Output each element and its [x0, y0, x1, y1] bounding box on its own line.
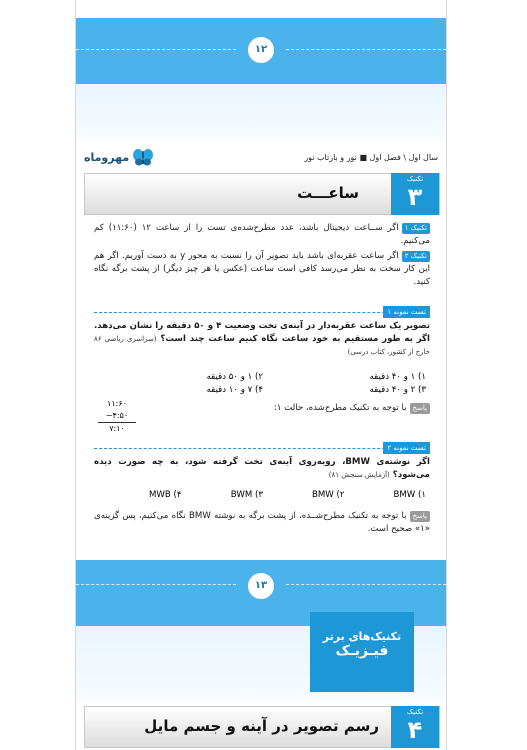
option-3[interactable]: ۳) ۲ و ۴۰ دقیقه	[369, 385, 426, 395]
technique-title: ساعـــت	[297, 184, 359, 202]
technique-title: رسم تصویر در آینه و جسم مایل	[144, 717, 379, 735]
options-list	[100, 372, 426, 395]
calc-result: ۷:۱۰	[98, 422, 136, 435]
chapter-tab-line1: تکنیک‌های برتر	[322, 630, 402, 643]
tip-2	[94, 250, 430, 289]
butterfly-icon	[132, 148, 154, 166]
answer-1	[146, 402, 430, 415]
question-text: اگر نوشته‌ی BMW، روبه‌روی آینه‌ی تخت گرفته شود، به چه صورت دیده می‌شود؟	[94, 457, 430, 480]
technique-badge-number: ۴	[407, 716, 423, 744]
question-source: (سراسری ریاضی ۸۶ خارج از کشور، کتاب درسی)	[94, 335, 430, 356]
sample-question	[94, 320, 430, 359]
page-number-bottom: ۱۳	[246, 571, 276, 601]
option-1[interactable]: ۱) BMW	[393, 490, 426, 500]
sample-label: تست نمونه ۲	[383, 442, 430, 454]
technique-badge	[391, 173, 439, 215]
breadcrumb: سال اول \ فصل اول ■ نور و بازتاب نور	[304, 152, 438, 162]
technique-badge-number: ۳	[407, 183, 423, 211]
page-number-top: ۱۲	[246, 35, 276, 65]
option-4[interactable]: ۴) ۷ و ۱۰ دقیقه	[206, 385, 263, 395]
sky-pattern-top	[76, 84, 446, 140]
chapter-tab	[310, 612, 414, 692]
sample-label: تست نمونه ۱	[383, 306, 430, 318]
question-source: (آزمایش سنجش ۸۱)	[328, 471, 390, 479]
technique-badge-label: تکنیک	[406, 175, 424, 183]
book-page	[75, 0, 447, 750]
tip-tag: تکنیک ۲	[402, 251, 430, 262]
calc-line-2: −۴:۵۰	[105, 411, 129, 420]
option-4[interactable]: ۴) MWB	[148, 490, 182, 500]
band-dash-right	[286, 49, 446, 50]
tip-tag: تکنیک ۱	[402, 223, 430, 234]
answer-tag: پاسخ	[410, 403, 430, 414]
band-dash-left	[76, 584, 236, 585]
answer-text: با توجه به تکنیک مطرح‌شــده، از پشت برگه به نوشته BMW نگاه می‌کنیم، پس گزینه‌ی «۱» صحیح است.	[94, 511, 430, 534]
options-list	[100, 490, 426, 500]
answer-2	[94, 510, 430, 536]
band-dash-left	[76, 49, 236, 50]
brand-logo	[84, 148, 154, 166]
option-1[interactable]: ۱) ۱ و ۴۰ دقیقه	[369, 372, 426, 382]
sample-question	[94, 456, 430, 482]
option-2[interactable]: ۲) BMW	[311, 490, 345, 500]
answer-text: با توجه به تکنیک مطرح‌شده، حالت ۱:	[273, 403, 407, 413]
subtraction-calc	[98, 398, 136, 435]
technique-header	[84, 173, 440, 215]
brand-name: مهروماه	[84, 150, 130, 164]
chapter-tab-line2: فیـزیـک	[335, 643, 389, 659]
option-3[interactable]: ۳) BWM	[230, 490, 263, 500]
tip-text: اگر ســاعت دیجیتال باشد، عدد مطرح‌شده‌ی تست را از ساعت ۱۲ (۱۱:۶۰) کم می‌کنیم.	[94, 223, 430, 246]
answer-tag: پاسخ	[410, 511, 430, 522]
technique-badge	[391, 706, 439, 748]
band-dash-right	[286, 584, 446, 585]
option-2[interactable]: ۲) ۱ و ۵۰ دقیقه	[206, 372, 263, 382]
tip-1	[94, 222, 430, 248]
calc-line-1: ۱۱:۶۰	[107, 399, 127, 408]
technique-badge-label: تکنیک	[406, 708, 424, 716]
page-header	[84, 145, 438, 169]
technique-header-2	[84, 706, 440, 748]
tip-text: اگر ساعت عقربه‌ای باشد باید تصویر آن را نسبت به محور y به دست آوریم. اگر هم این کار سخت به نظر می‌رسد کافی است ساعت (عکس یا هر چیز دیگر) از پشت برگه نگاه کنید.	[94, 251, 430, 287]
question-text: تصویر یک ساعت عقربه‌دار در آینه‌ی تخت وضعیت ۴ و ۵۰ دقیقه را نشان می‌دهد. اگر به طور مستقیم به خود ساعت نگاه کنیم ساعت چند است؟	[94, 321, 431, 344]
